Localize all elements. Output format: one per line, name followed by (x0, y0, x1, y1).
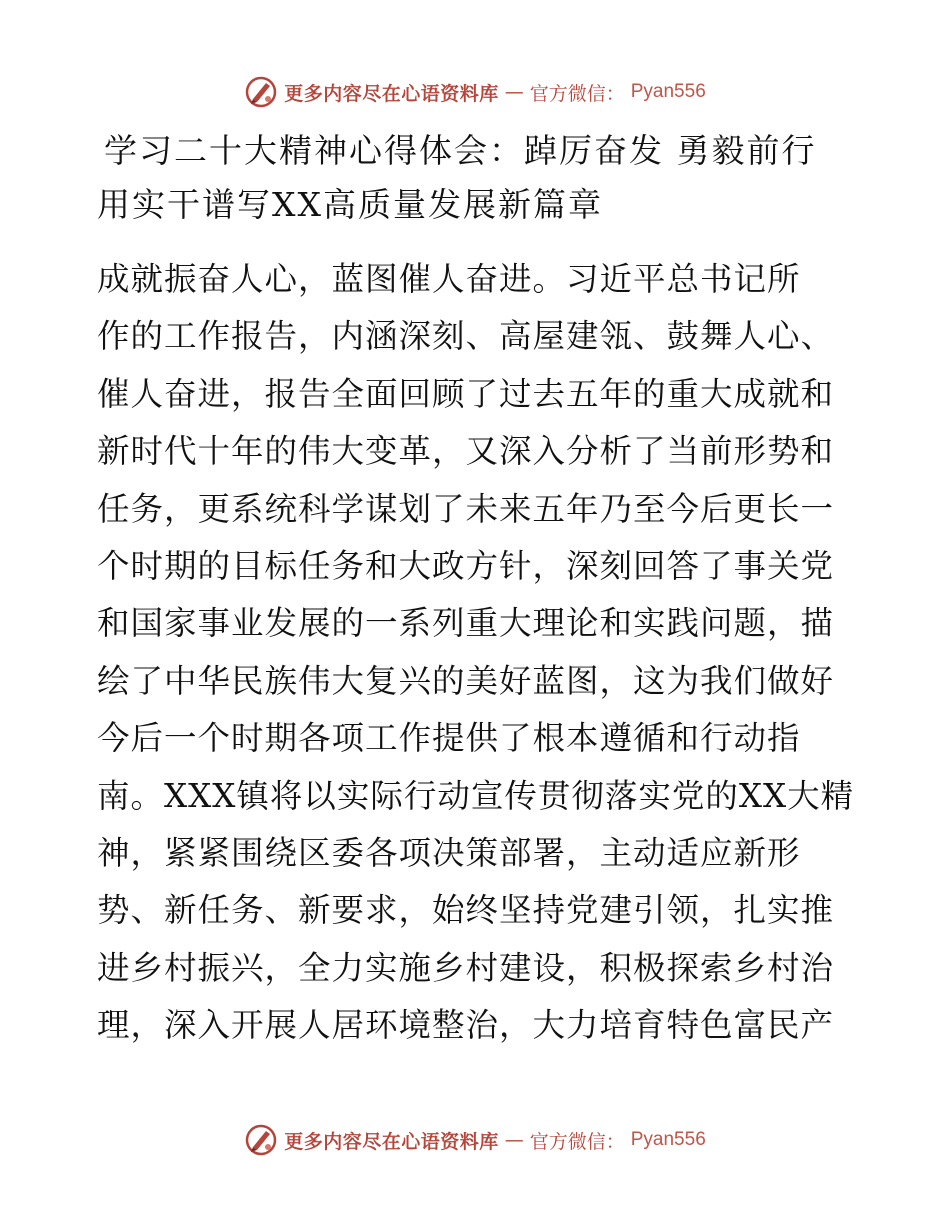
body-line: 绘了中华民族伟大复兴的美好蓝图，这为我们做好 (97, 661, 835, 700)
banner-slogan: 更多内容尽在心语资料库 (284, 82, 499, 105)
body-line: 作的工作报告，内涵深刻、高屋建瓴、鼓舞人心、 (97, 317, 835, 356)
banner-wechat-label: 官方微信： (529, 1130, 625, 1153)
footer-banner (0, 1120, 950, 1160)
body-line: 新时代十年的伟大变革，又深入分析了当前形势和 (97, 432, 835, 471)
document-body (97, 251, 853, 1054)
body-line: 任务，更系统科学谋划了未来五年乃至今后更长一 (97, 489, 835, 528)
body-line: 催人奋进，报告全面回顾了过去五年的重大成就和 (97, 374, 835, 413)
document-title-line-1: 学习二十大精神心得体会：踔厉奋发 勇毅前行 (104, 131, 817, 170)
document-title-line-2: 用实干谱写XX高质量发展新篇章 (97, 185, 603, 224)
body-line: 势、新任务、新要求，始终坚持党建引领，扎实推 (97, 891, 835, 930)
body-line: 进乡村振兴，全力实施乡村建设，积极探索乡村治 (97, 948, 835, 987)
body-line: 成就振奋人心，蓝图催人奋进。习近平总书记所 (97, 260, 801, 298)
body-line: 和国家事业发展的一系列重大理论和实践问题，描 (97, 604, 835, 643)
body-line: 理，深入开展人居环境整治，大力培育特色富民产 (97, 1006, 835, 1045)
body-line: 今后一个时期各项工作提供了根本遵循和行动指 (97, 719, 801, 758)
banner-separator: — (504, 1129, 524, 1151)
pen-logo-icon (244, 1123, 278, 1157)
banner-wechat-id: Pyan556 (630, 81, 706, 102)
body-line: 个时期的目标任务和大政方针，深刻回答了事关党 (97, 546, 835, 585)
body-line: 神，紧紧围绕区委各项决策部署，主动适应新形 (97, 833, 801, 872)
pen-logo-icon (244, 75, 278, 109)
body-line: 南。XXX镇将以实际行动宣传贯彻落实党的XX大精 (97, 776, 855, 815)
banner-wechat-label: 官方微信： (529, 82, 625, 105)
banner-wechat-id: Pyan556 (630, 1129, 706, 1150)
banner-separator: — (504, 81, 524, 103)
banner-slogan: 更多内容尽在心语资料库 (284, 1130, 499, 1153)
header-banner (0, 72, 950, 112)
